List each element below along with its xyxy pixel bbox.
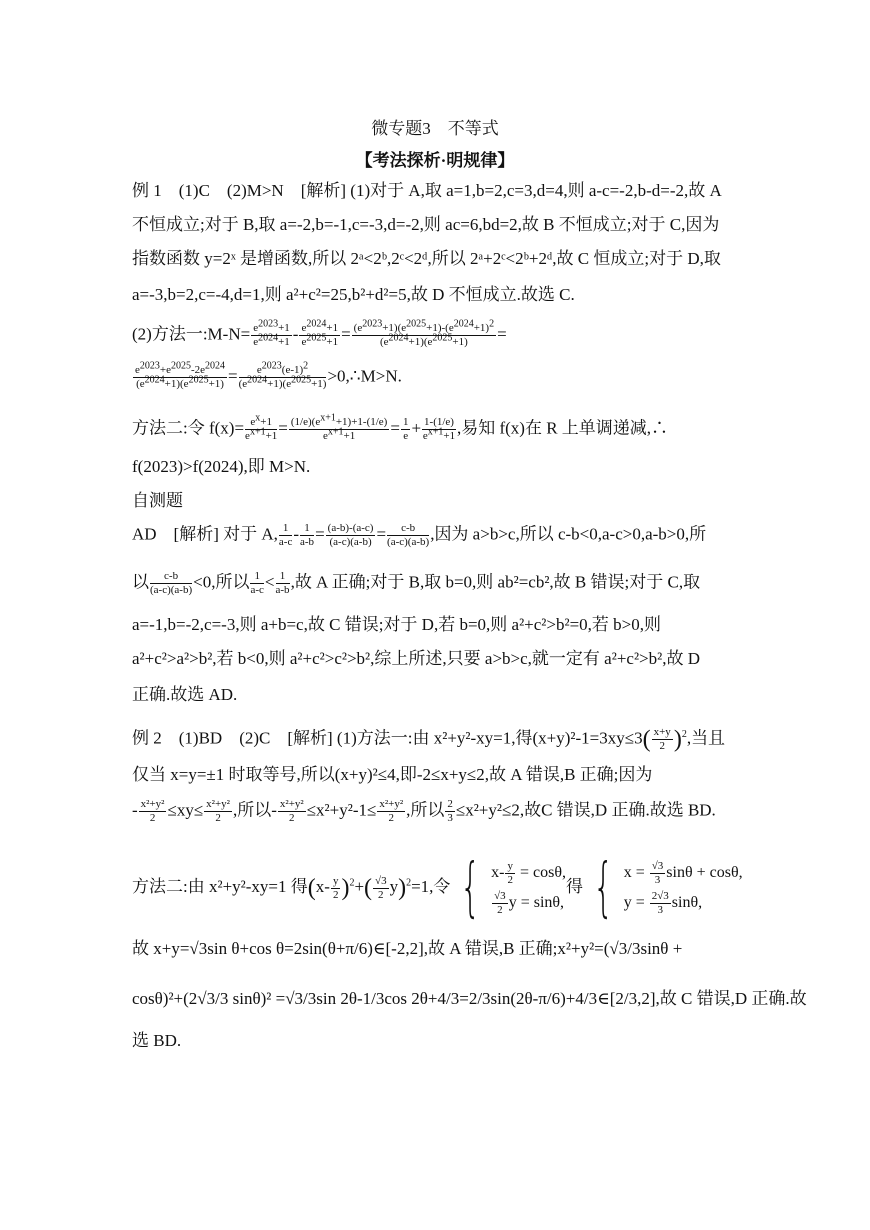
self-test-line-5: 正确.故选 AD.: [132, 685, 238, 704]
page-title: 微专题3 不等式: [371, 119, 499, 138]
ex1-line-3: 指数函数 y=2ˣ 是增函数,所以 2ᵃ<2ᵇ,2ᶜ<2ᵈ,所以 2ᵃ+2ᶜ<2ᵇ+2ᵈ,故 C 恒成立;对于 D,取: [132, 249, 721, 268]
self-test-line-2: 以 $\frac{c-b}{(a-c)(a-b)}$ <0,所以 $\frac{1}{a-c}$ < $\frac{1}{a-b}$ ,故 A 正确;对于 B,取 b=0,则 ab²=cb²,故 B 错误;对于 C,取: [132, 570, 701, 596]
ex1-method2-line1: 方法二:令 f(x)= $\frac{e^x+1}{e^{x+1}+1}$ = $\frac{(1/e)(e^{x+1}+1)+1-(1/e)}{e^{x+1}+1}$ = $\frac{1}{e}$ + $\frac{1-(1/e)}{e^{x+1}+1}$ ,易知 f(x)在 R 上单调递减,∴: [132, 412, 669, 442]
ex2-line-5: 故 x+y=√3sin θ+cos θ=2sin(θ+π/6)∈[-2,2],故 A 错误,B 正确;x²+y²=(√3/3sinθ +: [132, 939, 683, 958]
ex1-line-2: 不恒成立;对于 B,取 a=-2,b=-1,c=-3,d=-2,则 ac=6,bd=2,故 B 不恒成立;对于 C,因为: [132, 215, 720, 234]
section-heading: 【考法探析·明规律】: [355, 151, 515, 170]
ex1-method1-line1: (2)方法一:M-N= $\frac{e^{2023}+1}{e^{2024}+1}$ - $\frac{e^{2024}+1}{e^{2025}+1}$ = $\frac{(e^{2023}+1)(e^{2025}+1)-(e^{2024}+1)^2}{(e^{2024}+1)(e^{2025}+1)}$ =: [132, 318, 507, 348]
ex2-line-7: 选 BD.: [132, 1031, 182, 1050]
ex2-line-3: - $\frac{\text{x²+y²}}{2}$ ≤xy≤ $\frac{\text{x²+y²}}{2}$ ,所以- $\frac{\text{x²+y²}}{2}$ ≤x²+y²-1≤ $\frac{\text{x²+y²}}{2}$ ,所以 $\frac{2}{3}$ ≤x²+y²≤2,故C 错误,D 正确.故选 BD.: [132, 798, 716, 824]
ex1-method1-line2: $\frac{e^{2023}+e^{2025}-2e^{2024}}{(e^{2024}+1)(e^{2025}+1)}$ = $\frac{e^{2023}(e-1)^2}{(e^{2024}+1)(e^{2025}+1)}$ >0,∴M>N.: [135, 360, 402, 390]
ex1-method2-line2: f(2023)>f(2024),即 M>N.: [132, 457, 311, 476]
ex2-method2: 方法二:由 x²+y²-xy=1 得(x- $\frac{y}{2}$ )$^2$+( $\frac{√3}{2}$ y)$^2$=1,令 { x- $\frac{y}{2}$ = cosθ, $\frac{√3}{2}$ y = sinθ, 得 { x = $\frac{√3}{3}$ sinθ + cosθ, y = $\frac{2√3}{3}$ sinθ,: [132, 851, 743, 925]
ex1-line-4: a=-3,b=2,c=-4,d=1,则 a²+c²=25,b²+d²=5,故 D 不恒成立.故选 C.: [132, 285, 575, 304]
ex2-line-1: 例 2 (1)BD (2)C [解析] (1)方法一:由 x²+y²-xy=1,得(x+y)²-1=3xy≤3( $\frac{x+y}{2}$ )$^2$,当且: [132, 726, 726, 753]
self-test-line-4: a²+c²>a²>b²,若 b<0,则 a²+c²>c²>b²,综上所述,只要 a>b>c,就一定有 a²+c²>b²,故 D: [132, 649, 701, 668]
ex2-line-6: cosθ)²+(2√3/3 sinθ)² =√3/3sin 2θ-1/3cos 2θ+4/3=2/3sin(2θ-π/6)+4/3∈[2/3,2],故 C 错误,D 正确.故: [132, 989, 807, 1008]
self-test-line-3: a=-1,b=-2,c=-3,则 a+b=c,故 C 错误;对于 D,若 b=0,则 a²+c²>b²=0,若 b>0,则: [132, 615, 662, 634]
self-test-label: 自测题: [132, 491, 183, 510]
ex1-line-1: 例 1 (1)C (2)M>N [解析] (1)对于 A,取 a=1,b=2,c=3,d=4,则 a-c=-2,b-d=-2,故 A: [132, 181, 722, 200]
ex2-line-2: 仅当 x=y=±1 时取等号,所以(x+y)²≤4,即-2≤x+y≤2,故 A 错误,B 正确;因为: [132, 765, 653, 784]
self-test-line-1: AD [解析] 对于 A, $\frac{1}{a-c}$ - $\frac{1}{a-b}$ = $\frac{(a-b)-(a-c)}{(a-c)(a-b)}$ = $\frac{c-b}{(a-c)(a-b)}$ ,因为 a>b>c,所以 c-b<0,a-c>0,a-b>0,所: [132, 522, 707, 548]
